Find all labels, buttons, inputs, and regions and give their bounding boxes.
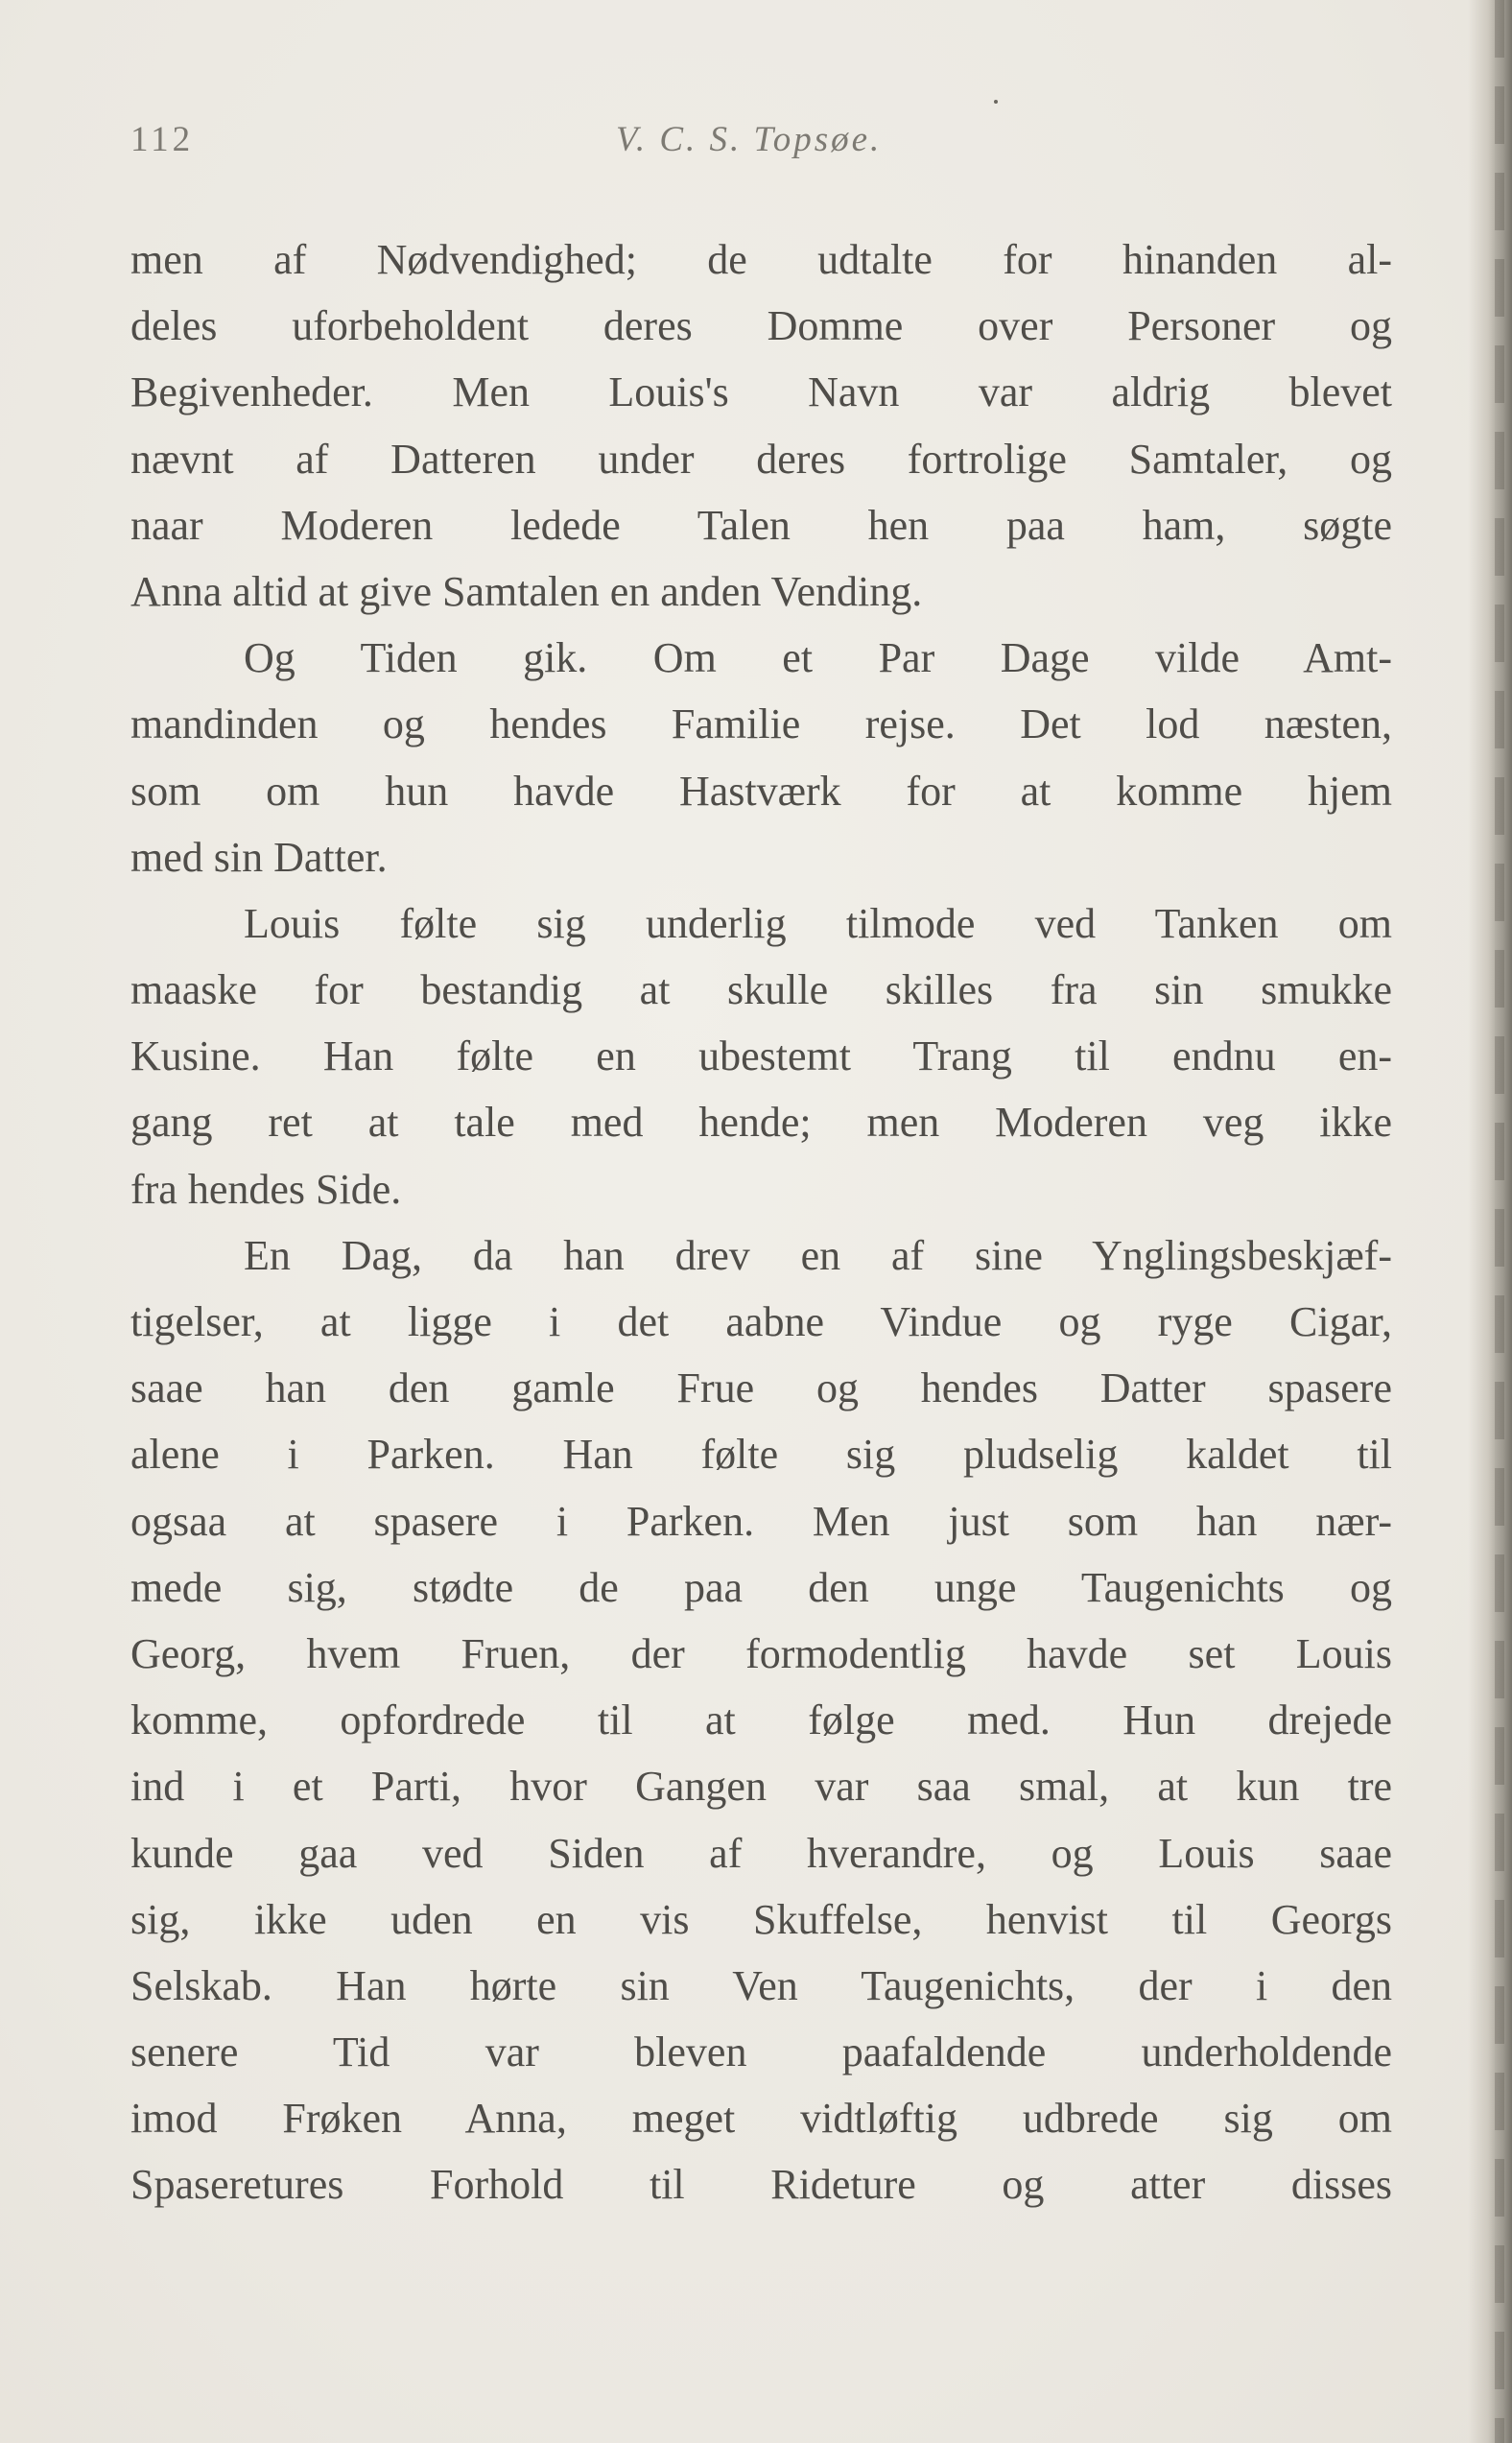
text-line: Spaseretures Forhold til Rideture og atter disses: [130, 2161, 1392, 2209]
text-line: som om hun havde Hastværk for at komme hjem: [130, 767, 1392, 815]
ink-speck: [994, 100, 998, 104]
text-line: gang ret at tale med hende; men Moderen veg ikke: [130, 1099, 1392, 1147]
page-edge-strip: [1495, 0, 1504, 2443]
text-line: men af Nødvendighed; de udtalte for hinanden al-: [130, 236, 1392, 283]
page-edge-shadow: [1468, 0, 1512, 2443]
text-line: maaske for bestandig at skulle skilles fra sin smukke: [130, 966, 1392, 1014]
text-line: mandinden og hendes Familie rejse. Det lod næsten,: [130, 700, 1392, 748]
text-line: imod Frøken Anna, meget vidtløftig udbrede sig om: [130, 2095, 1392, 2143]
text-line: med sin Datter.: [130, 833, 388, 881]
page-header: [130, 119, 1397, 167]
text-line: mede sig, stødte de paa den unge Taugenichts og: [130, 1563, 1392, 1611]
text-line: komme, opfordrede til at følge med. Hun drejede: [130, 1696, 1392, 1744]
text-line: sig, ikke uden en vis Skuffelse, henvist til Georgs: [130, 1895, 1392, 1943]
text-line: kunde gaa ved Siden af hverandre, og Louis saae: [130, 1829, 1392, 1877]
text-line: alene i Parken. Han følte sig pludselig kaldet til: [130, 1431, 1392, 1479]
text-line: Louis følte sig underlig tilmode ved Tanken om: [244, 899, 1392, 947]
text-line: Kusine. Han følte en ubestemt Trang til endnu en-: [130, 1032, 1392, 1080]
text-line: fra hendes Side.: [130, 1165, 402, 1213]
text-line: saae han den gamle Frue og hendes Datter spasere: [130, 1364, 1392, 1412]
text-line: Og Tiden gik. Om et Par Dage vilde Amt-: [244, 634, 1392, 682]
text-line: Georg, hvem Fruen, der formodentlig havde set Louis: [130, 1629, 1392, 1677]
text-line: ogsaa at spasere i Parken. Men just som han nær-: [130, 1497, 1392, 1545]
text-line: Selskab. Han hørte sin Ven Taugenichts, der i den: [130, 1961, 1392, 2009]
running-head: V. C. S. Topsøe.: [616, 120, 883, 159]
text-line: nævnt af Datteren under deres fortrolige Samtaler, og: [130, 435, 1392, 483]
text-line: Begivenheder. Men Louis's Navn var aldrig blevet: [130, 368, 1392, 416]
text-line: deles uforbeholdent deres Domme over Personer og: [130, 302, 1392, 350]
page-number: 112: [130, 120, 195, 159]
text-line: senere Tid var bleven paafaldende underholdende: [130, 2028, 1392, 2076]
text-line: ind i et Parti, hvor Gangen var saa smal, at kun tre: [130, 1763, 1392, 1811]
text-line: Anna altid at give Samtalen en anden Vending.: [130, 567, 923, 615]
text-line: naar Moderen ledede Talen hen paa ham, søgte: [130, 501, 1392, 549]
text-line: tigelser, at ligge i det aabne Vindue og ryge Cigar,: [130, 1298, 1392, 1345]
text-line: En Dag, da han drev en af sine Ynglingsbeskjæf-: [244, 1231, 1392, 1279]
body-text: [130, 226, 1392, 2218]
